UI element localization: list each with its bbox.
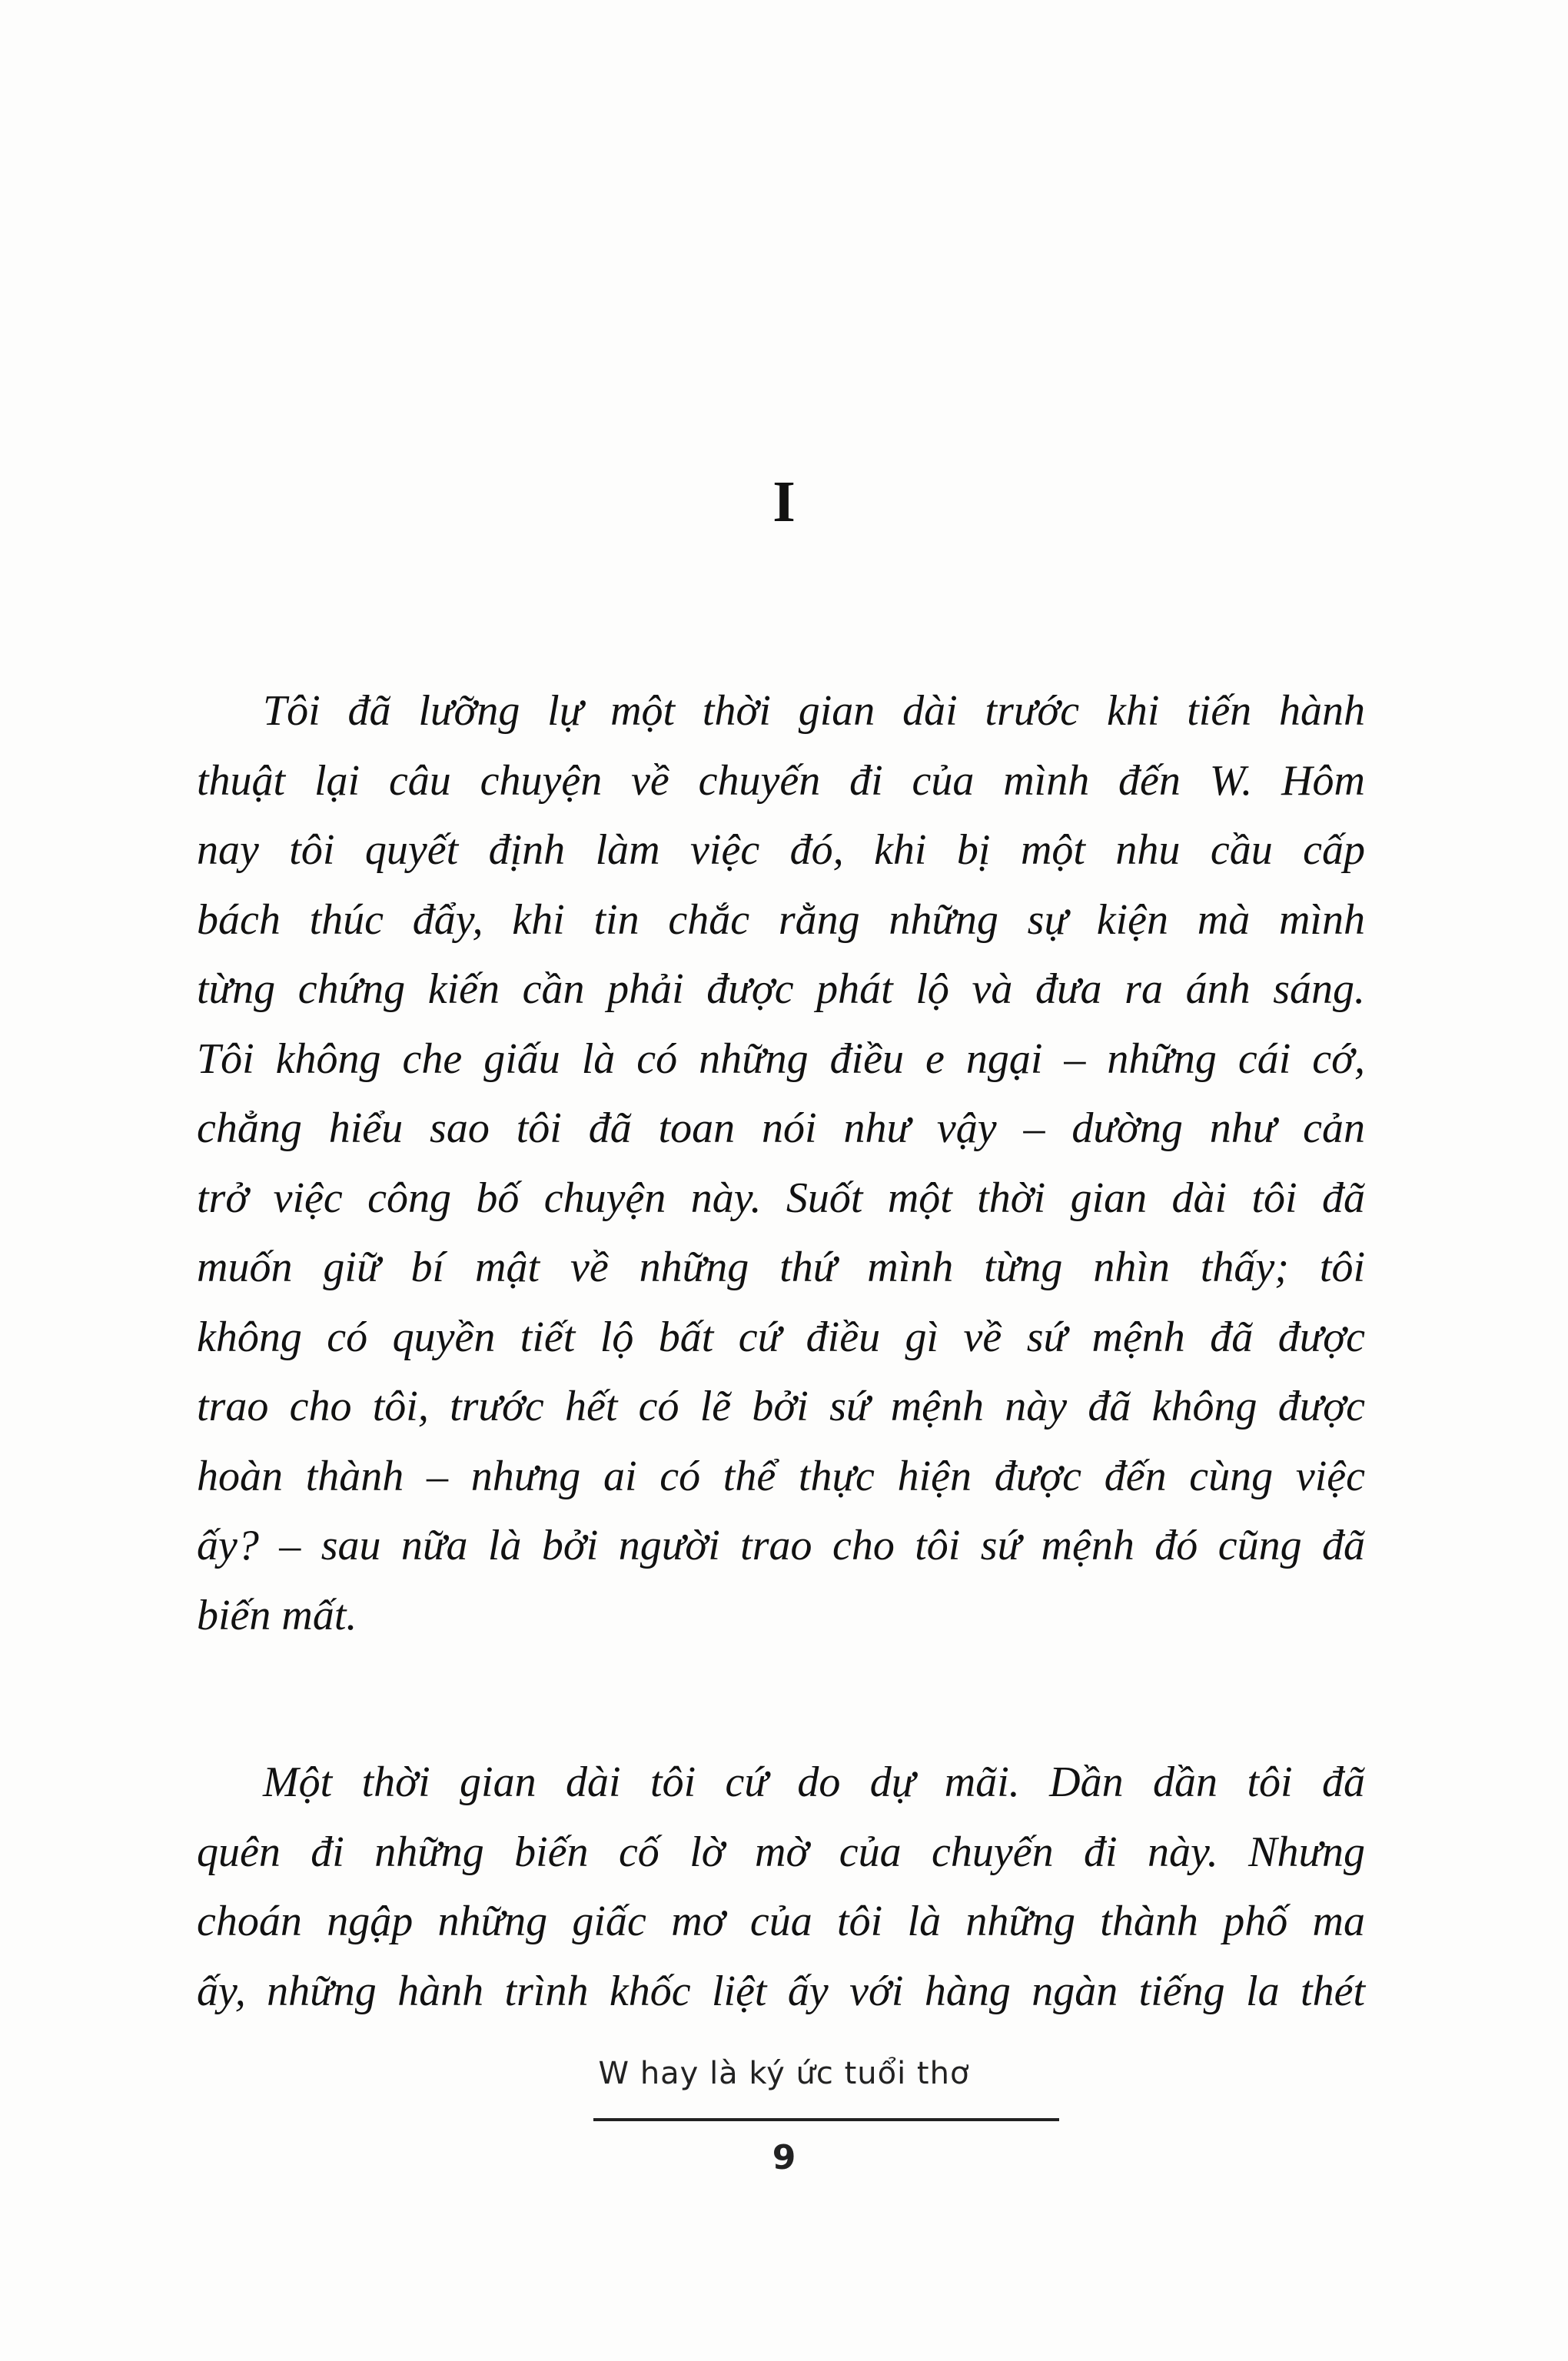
text-line: biến mất. bbox=[197, 1591, 357, 1639]
text-line: Tôi không che giấu là có những điều e ngại – những cái cớ, bbox=[197, 1034, 1365, 1083]
text-line: chẳng hiểu sao tôi đã toan nói như vậy – dường như cản bbox=[197, 1104, 1365, 1152]
text-line: trở việc công bố chuyện này. Suốt một thời gian dài tôi đã bbox=[197, 1174, 1365, 1222]
text-line: muốn giữ bí mật về những thứ mình từng nhìn thấy; tôi bbox=[197, 1244, 1365, 1291]
text-line: Tôi đã lưỡng lự một thời gian dài trước khi tiến hành bbox=[263, 687, 1365, 735]
text-line: hoàn thành – nhưng ai có thể thực hiện được đến cùng việc bbox=[197, 1452, 1365, 1500]
text-line: từng chứng kiến cần phải được phát lộ và đưa ra ánh sáng. bbox=[197, 965, 1365, 1013]
page-number: 9 bbox=[772, 2138, 796, 2177]
paragraph-2 bbox=[197, 1748, 1365, 2026]
text-line: không có quyền tiết lộ bất cứ điều gì về sứ mệnh đã được bbox=[197, 1313, 1365, 1361]
running-footer-title: W hay là ký ức tuổi thơ bbox=[598, 2056, 970, 2091]
text-line: choán ngập những giấc mơ của tôi là những thành phố ma bbox=[197, 1898, 1365, 1945]
text-line: bách thúc đẩy, khi tin chắc rằng những sự kiện mà mình bbox=[197, 895, 1365, 944]
text-line: ấy? – sau nữa là bởi người trao cho tôi sứ mệnh đó cũng đã bbox=[197, 1522, 1365, 1569]
footer-divider bbox=[593, 2118, 1059, 2121]
text-line: Một thời gian dài tôi cứ do dự mãi. Dần dần tôi đã bbox=[263, 1758, 1365, 1806]
chapter-heading: I bbox=[772, 470, 796, 534]
text-line: trao cho tôi, trước hết có lẽ bởi sứ mệnh này đã không được bbox=[197, 1383, 1365, 1430]
text-line: nay tôi quyết định làm việc đó, khi bị một nhu cầu cấp bbox=[197, 826, 1365, 874]
text-line: quên đi những biến cố lờ mờ của chuyến đi này. Nhưng bbox=[197, 1828, 1365, 1876]
paragraph-1 bbox=[197, 676, 1365, 1650]
text-line: thuật lại câu chuyện về chuyến đi của mình đến W. Hôm bbox=[197, 756, 1365, 805]
text-line: ấy, những hành trình khốc liệt ấy với hàng ngàn tiếng la thét bbox=[197, 1967, 1365, 2015]
